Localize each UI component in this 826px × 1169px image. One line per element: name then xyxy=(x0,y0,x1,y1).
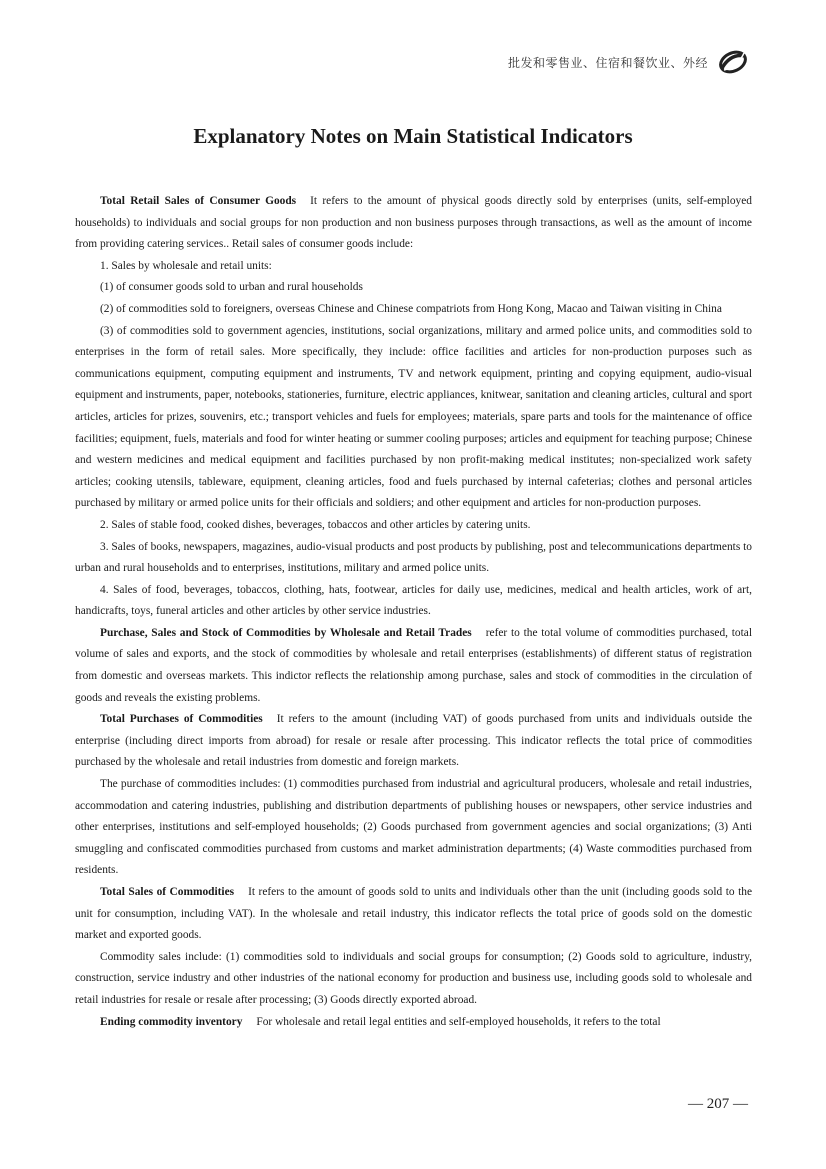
paragraph xyxy=(75,709,752,774)
paragraph xyxy=(75,882,752,947)
term-heading: Ending commodity inventory xyxy=(100,1015,243,1028)
page-number: — 207 — xyxy=(688,1096,748,1112)
paragraph xyxy=(75,191,752,256)
paragraph xyxy=(75,299,752,321)
paragraph xyxy=(75,515,752,537)
paragraph-text: (1) of consumer goods sold to urban and rural households xyxy=(100,281,363,294)
paragraph xyxy=(75,623,752,709)
paragraph xyxy=(75,537,752,580)
paragraph-text: (3) of commodities sold to government agencies, institutions, social organizations, military and armed police units, and commodities sold to enterprises in the form of retail sales. More specifically, they include: office facilities and articles for non-production purposes such as communications equipment, computing equipment and instruments, TV and network equipment, printing and copying equipment, audio-visual equipment and instruments, paper, notebooks, stationeries, furniture, electric appliances, knitwear, sanitation and cleaning articles, cultural and sport articles, articles for prizes, souvenirs, etc.; transport vehicles and fuels for employees; materials, spare parts and tools for the maintenance of office facilities; equipment, fuels, materials and food for winter heating or summer cooling purposes; articles and equipment for teaching purpose; Chinese and western medicines and medical equipment and facilities purchased by non profit-making medical institutes; non-specialized work safety articles; cooking utensils, tableware, equipment, cleaning articles, food and fuels purchased by internal cafeterias; clothes and personal articles purchased by military or armed police units for their officials and soldiers; and other equipment and articles for non-production purposes. xyxy=(75,324,752,510)
paragraph-text: 2. Sales of stable food, cooked dishes, beverages, tobaccos and other articles by catering units. xyxy=(100,518,531,531)
paragraph xyxy=(75,947,752,1012)
paragraph-text: The purchase of commodities includes: (1) commodities purchased from industrial and agricultural producers, wholesale and retail industries, accommodation and catering industries, publishing and distribution departments of publishing houses or newspapers, other service industries and other enterprises, institutions and self-employed households; (2) Goods purchased from government agencies and social organizations; (3) Anti smuggling and confiscated commodities purchased from customs and market administration departments; (4) Waste commodities purchased from residents. xyxy=(75,778,752,877)
term-heading: Total Sales of Commodities xyxy=(100,886,235,898)
page-title: Explanatory Notes on Main Statistical Indicators xyxy=(193,124,633,148)
paragraph xyxy=(75,1012,752,1034)
swirl-logo-icon xyxy=(718,50,748,74)
paragraph-text: It refers to the amount (including VAT) of goods purchased from units and individuals outside the enterprise (including direct imports from abroad) for resale or resale after processing. This indicator reflects the total price of commodities purchased by the wholesale and retail industries from domestic and foreign markets. xyxy=(75,713,753,769)
term-heading: Total Purchases of Commodities xyxy=(100,713,263,726)
term-heading: Purchase, Sales and Stock of Commodities by Wholesale and Retail Trades xyxy=(100,626,472,639)
paragraph-text: 4. Sales of food, beverages, tobaccos, clothing, hats, footwear, articles for daily use, medicines, medical and health articles, work of art, handicrafts, toys, funeral articles and other articles by other service industries. xyxy=(75,583,752,618)
paragraph-text: It refers to the amount of goods sold to units and individuals other than the unit (including goods sold to the unit for consumption, including VAT). In the wholesale and retail industry, this indicator reflects the total price of goods sold on the domestic market and exported goods. xyxy=(75,886,752,942)
paragraph xyxy=(75,256,752,278)
paragraph-text: For wholesale and retail legal entities and self-employed households, it refers to the total xyxy=(256,1015,661,1028)
paragraph-text: 1. Sales by wholesale and retail units: xyxy=(100,259,272,272)
paragraph-text: It refers to the amount of physical goods directly sold by enterprises (units, self-employed households) to individuals and social groups for non production and non business purposes through transactions, as well as the amount of income from providing catering services.. Retail sales of consumer goods include: xyxy=(75,195,752,251)
paragraph-text: (2) of commodities sold to foreigners, overseas Chinese and Chinese compatriots from Hong Kong, Macao and Taiwan visiting in China xyxy=(100,302,722,315)
paragraph xyxy=(75,774,752,882)
paragraph xyxy=(75,321,752,515)
paragraph xyxy=(75,277,752,299)
paragraph-text: Commodity sales include: (1) commodities sold to individuals and social groups for consumption; (2) Goods sold to agriculture, industry, construction, service industry and other industries of the national economy for production and business use, including goods sold to wholesale and retail industries for resale or resale after processing; (3) Goods directly exported abroad. xyxy=(75,950,752,1006)
paragraph-text: refer to the total volume of commodities purchased, total volume of sales and exports, and the stock of commodities by wholesale and retail enterprises (establishments) of different status of registration from domestic and overseas markets. This indictor reflects the relationship among purchase, sales and stock of commodities in the circulation of goods and reveals the existing problems. xyxy=(75,626,752,704)
document-body xyxy=(75,191,752,1033)
term-heading: Total Retail Sales of Consumer Goods xyxy=(100,195,297,207)
paragraph-text: 3. Sales of books, newspapers, magazines, audio-visual products and post products by publishing, post and telecommunications departments to urban and rural households and to enterprises, institutions, military and armed police units. xyxy=(75,540,752,575)
paragraph xyxy=(75,580,752,623)
running-header xyxy=(508,50,748,74)
running-header-text: 批发和零售业、住宿和餐饮业、外经 xyxy=(507,55,708,70)
